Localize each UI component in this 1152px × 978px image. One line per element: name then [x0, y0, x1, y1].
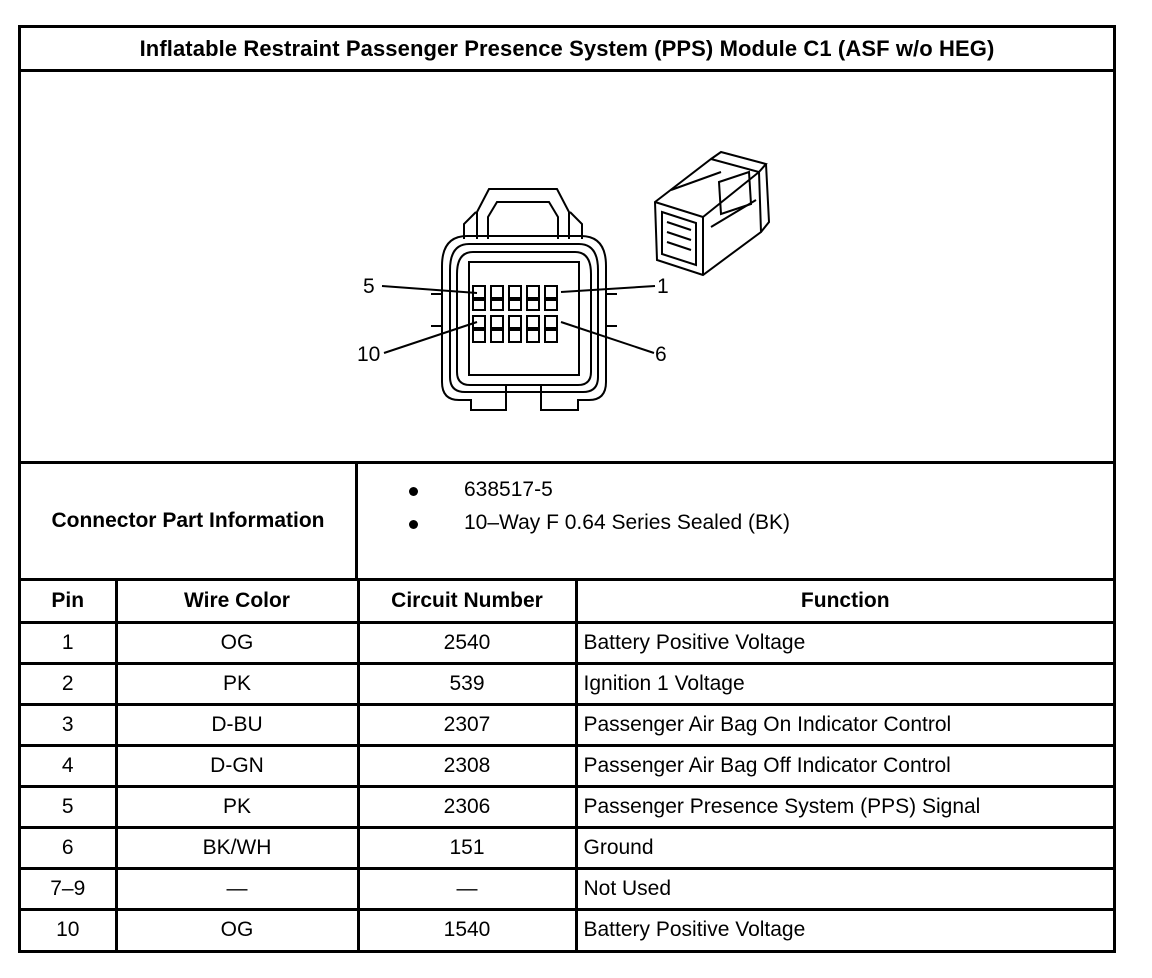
- cell-wire-color: —: [116, 868, 358, 909]
- callout-line-5: [382, 286, 477, 293]
- pin-cavity: [545, 316, 557, 328]
- cell-pin: 6: [21, 827, 116, 868]
- cell-function: Battery Positive Voltage: [576, 622, 1113, 663]
- pin-callout-10: 10: [357, 343, 381, 366]
- cell-pin: 5: [21, 786, 116, 827]
- cell-circuit-number: 2308: [358, 745, 576, 786]
- header-function: Function: [576, 581, 1113, 622]
- cell-circuit-number: 2306: [358, 786, 576, 827]
- cell-wire-color: OG: [116, 909, 358, 950]
- cell-wire-color: D-BU: [116, 704, 358, 745]
- table-row: [21, 663, 1113, 704]
- table-row: [21, 745, 1113, 786]
- table-row: [21, 622, 1113, 663]
- pin-cavity: [527, 286, 539, 298]
- table-row: [21, 704, 1113, 745]
- cell-function: Battery Positive Voltage: [576, 909, 1113, 950]
- callout-line-1: [561, 286, 655, 292]
- pinout-table: [21, 581, 1113, 950]
- connector-illustration: [21, 72, 1113, 461]
- bullet-icon: [409, 487, 418, 496]
- cell-pin: 2: [21, 663, 116, 704]
- table-row: [21, 827, 1113, 868]
- cell-pin: 4: [21, 745, 116, 786]
- cell-function: Ignition 1 Voltage: [576, 663, 1113, 704]
- cell-pin: 3: [21, 704, 116, 745]
- cell-circuit-number: 2307: [358, 704, 576, 745]
- cell-circuit-number: 151: [358, 827, 576, 868]
- cell-wire-color: D-GN: [116, 745, 358, 786]
- cell-wire-color: PK: [116, 786, 358, 827]
- pin-cavity: [491, 316, 503, 328]
- table-header-row: [21, 581, 1113, 622]
- pin-cavity: [509, 316, 521, 328]
- header-wire-color: Wire Color: [116, 581, 358, 622]
- cell-function: Passenger Air Bag Off Indicator Control: [576, 745, 1113, 786]
- part-description: 10–Way F 0.64 Series Sealed (BK): [464, 511, 791, 534]
- header-circuit-number: Circuit Number: [358, 581, 576, 622]
- table-row: [21, 909, 1113, 950]
- cell-function: Not Used: [576, 868, 1113, 909]
- cell-wire-color: PK: [116, 663, 358, 704]
- connector-part-list: [358, 464, 1113, 578]
- connector-part-information: [21, 464, 1113, 581]
- connector-figure: [21, 72, 1113, 464]
- cell-wire-color: OG: [116, 622, 358, 663]
- callout-line-10: [384, 322, 477, 353]
- bullet-icon: [409, 520, 418, 529]
- cell-wire-color: BK/WH: [116, 827, 358, 868]
- pin-cavity: [527, 316, 539, 328]
- pin-cavity: [509, 286, 521, 298]
- pin-cavity: [491, 286, 503, 298]
- connector-part-information-label: Connector Part Information: [21, 464, 358, 578]
- cell-circuit-number: 2540: [358, 622, 576, 663]
- cell-circuit-number: 1540: [358, 909, 576, 950]
- header-pin: Pin: [21, 581, 116, 622]
- cell-circuit-number: —: [358, 868, 576, 909]
- cell-circuit-number: 539: [358, 663, 576, 704]
- pin-callout-5: 5: [363, 275, 375, 298]
- connector-isometric-view: [655, 152, 769, 275]
- table-row: [21, 868, 1113, 909]
- pin-callout-1: 1: [657, 275, 669, 298]
- cell-pin: 1: [21, 622, 116, 663]
- connector-sheet: [18, 25, 1116, 953]
- cell-function: Passenger Presence System (PPS) Signal: [576, 786, 1113, 827]
- cell-pin: 7–9: [21, 868, 116, 909]
- cell-function: Ground: [576, 827, 1113, 868]
- cell-pin: 10: [21, 909, 116, 950]
- pin-cavity: [545, 286, 557, 298]
- pin-callout-6: 6: [655, 343, 667, 366]
- cell-function: Passenger Air Bag On Indicator Control: [576, 704, 1113, 745]
- table-row: [21, 786, 1113, 827]
- part-number: 638517-5: [464, 478, 553, 501]
- page-title: Inflatable Restraint Passenger Presence System (PPS) Module C1 (ASF w/o HEG): [21, 28, 1113, 72]
